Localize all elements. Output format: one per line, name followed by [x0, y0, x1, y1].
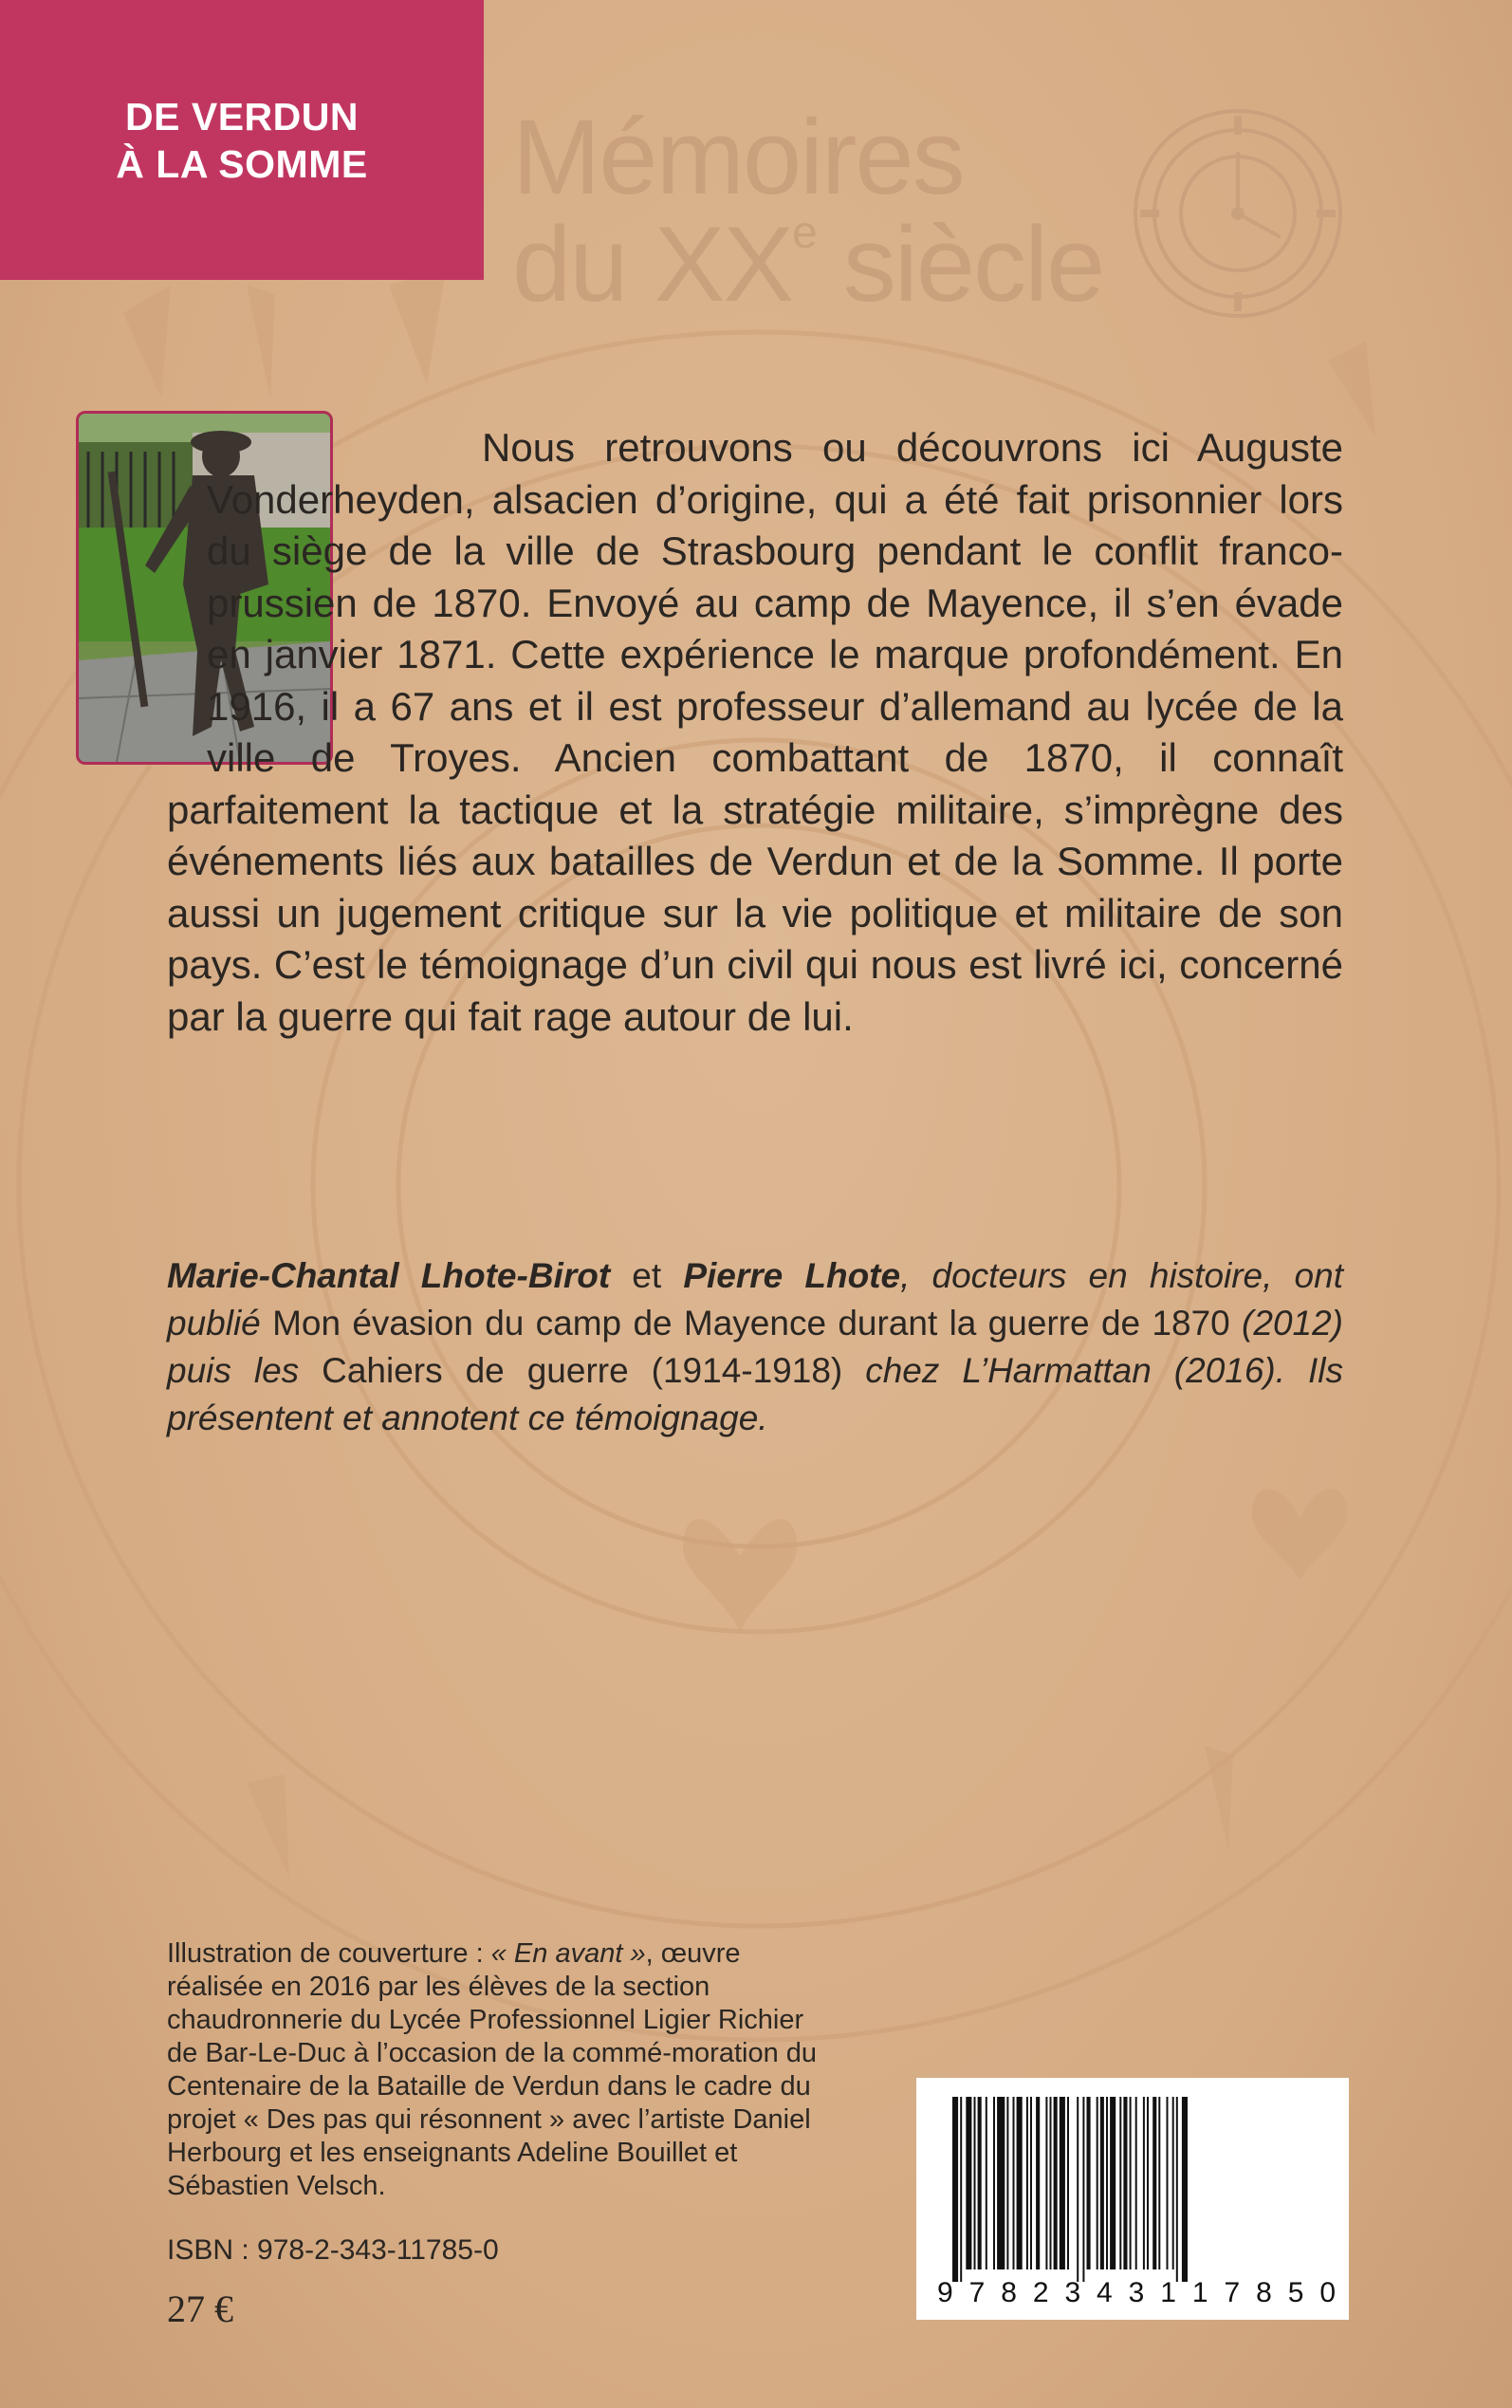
barcode-bar: [1130, 2097, 1132, 2269]
barcode-bar: [993, 2097, 995, 2269]
barcode-digit: 0: [1319, 2277, 1336, 2308]
barcode-digits: [937, 2277, 1336, 2309]
barcode-bar: [1087, 2097, 1091, 2269]
barcode-bar: [1067, 2097, 1069, 2269]
barcode-bar: [1152, 2097, 1156, 2269]
barcode-bar: [1082, 2097, 1084, 2282]
series-line-1: Mémoires: [512, 98, 964, 216]
barcode-bar: [1172, 2097, 1174, 2269]
barcode-bar: [952, 2097, 958, 2282]
barcode-digit: 8: [1001, 2277, 1017, 2308]
barcode-digit: 2: [1032, 2277, 1049, 2308]
barcode-bar: [1045, 2097, 1047, 2269]
price: 27 €: [167, 2288, 233, 2330]
barcode-bar: [1135, 2097, 1137, 2269]
barcode-bar: [1119, 2097, 1121, 2269]
barcode-bar: [997, 2097, 1005, 2269]
barcode-digit: 3: [1128, 2277, 1145, 2308]
barcode-digit: 5: [1287, 2277, 1304, 2308]
barcode-bar: [986, 2097, 987, 2269]
barcode-bar: [1097, 2097, 1098, 2269]
authors-text: Marie-Chantal Lhote-Birot et Pierre Lhote, docteurs en histoire, ont publié Mon évasion du camp de Mayence durant la guerre de 1870 (2012) puis les Cahiers de guerre (1914-1918) chez L’Harmattan (2016). Ils présentent et annotent ce témoignage.: [167, 1256, 1344, 1437]
barcode-bar: [966, 2097, 971, 2269]
barcode-digit: 8: [1256, 2277, 1272, 2308]
barcode-bar: [1143, 2097, 1145, 2269]
illustration-credits: Illustration de couverture : « En avant », œuvre réalisée en 2016 par les élèves de la section chaudronnerie du Lycée Professionnel Ligier Richier de Bar-Le-Duc à l’occasion de la commé-moration du Centenaire de la Bataille de Verdun dans le cadre du projet « Des pas qui résonnent » avec l’artiste Daniel Herbourg et les enseignants Adeline Bouillet et Sébastien Velsch.: [167, 1938, 818, 2201]
barcode-bar: [1158, 2097, 1160, 2269]
summary-text: [167, 422, 1343, 1043]
barcode-bar: [1026, 2097, 1028, 2269]
tag-line-1: DE VERDUN: [125, 94, 359, 139]
series-title: [512, 98, 1104, 324]
book-2: Cahiers de guerre (1914-1918): [322, 1351, 843, 1390]
barcode-bar: [974, 2097, 976, 2269]
barcode-bar: [1110, 2097, 1116, 2269]
barcode-digit: 4: [1097, 2277, 1113, 2308]
barcode-digit: 7: [968, 2277, 986, 2308]
author-2: Pierre Lhote: [683, 1256, 901, 1295]
series-line-2: du XXe siècle: [512, 205, 1104, 324]
barcode-bar: [1123, 2097, 1127, 2269]
barcode-digit: 3: [1064, 2277, 1081, 2308]
barcode-bar: [960, 2097, 962, 2282]
barcode-bar: [1077, 2097, 1079, 2282]
barcode-bar: [1006, 2097, 1008, 2269]
tag-line-2: À LA SOMME: [116, 141, 368, 186]
summary-paragraph: Nous retrouvons ou découvrons ici Auguste Vonderheyden, alsacien d’origine, qui a été fait prisonnier lors du siège de la ville de Strasbourg pendant le conflit franco-prussien de 1870. Envoyé au camp de Mayence, il s’en évade en janvier 1871. Cette expérience le marque profondément. En 1916, il a 67 ans et il est professeur d’allemand au lycée de la ville de Troyes. Ancien combattant de 1870, il connaît parfaitement la tactique et la stratégie militaire, s’imprègne des événements liés aux batailles de Verdun et de la Somme. Il porte aussi un jugement critique sur la vie politique et militaire de son pays. C’est le témoignage d’un civil qui nous est livré ici, concerné par la guerre qui fait rage autour de lui.: [167, 425, 1343, 1039]
barcode-bar: [1030, 2097, 1032, 2269]
book-1: Mon évasion du camp de Mayence durant la guerre de 1870: [272, 1304, 1230, 1343]
barcode-bar: [1182, 2097, 1188, 2282]
barcode-bar: [1036, 2097, 1040, 2269]
barcode-digit: 7: [1224, 2277, 1241, 2308]
barcode-bar: [1060, 2097, 1065, 2269]
barcode-bar: [1013, 2097, 1015, 2269]
barcode: [916, 2078, 1349, 2320]
isbn: ISBN : 978-2-343-11785-0: [167, 2234, 499, 2266]
barcode-bar: [1176, 2097, 1178, 2282]
author-1: Marie-Chantal Lhote-Birot: [167, 1256, 611, 1295]
barcode-digit: 1: [1160, 2277, 1176, 2308]
barcode-bar: [1147, 2097, 1149, 2269]
barcode-bar: [1017, 2097, 1023, 2269]
barcode-bar: [1167, 2097, 1169, 2269]
category-tag: [0, 0, 484, 280]
barcode-bar: [978, 2097, 982, 2269]
barcode-bar: [1106, 2097, 1108, 2269]
barcode-digit: 1: [1191, 2277, 1208, 2308]
barcode-bar: [1054, 2097, 1058, 2269]
barcode-bar: [1050, 2097, 1052, 2269]
clock-icon: [1129, 104, 1347, 323]
barcode-digit: 9: [937, 2277, 953, 2308]
barcode-bar: [1100, 2097, 1104, 2269]
